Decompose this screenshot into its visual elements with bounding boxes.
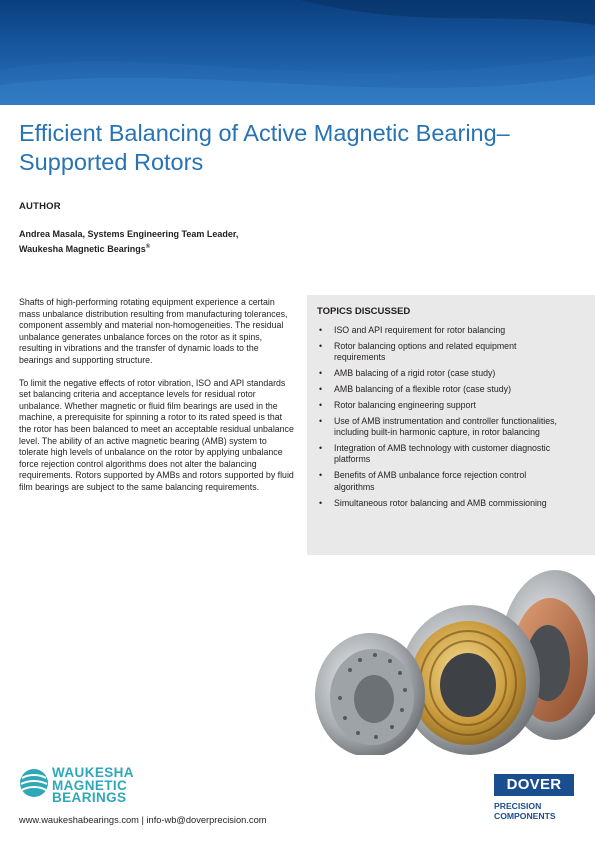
body-text xyxy=(19,297,294,505)
author-company-line xyxy=(19,241,238,256)
topics-list xyxy=(317,325,557,513)
bullet-icon: • xyxy=(319,497,323,508)
document-title: Efficient Balancing of Active Magnetic Bearing–Supported Rotors xyxy=(19,120,510,175)
author-block xyxy=(19,228,238,255)
bullet-icon: • xyxy=(319,415,323,426)
list-item: • AMB balancing of a flexible rotor (case study) xyxy=(319,383,511,394)
bullet-icon: • xyxy=(319,368,323,379)
list-item: • Simultaneous rotor balancing and AMB commissioning xyxy=(319,497,547,508)
bullet-icon: • xyxy=(319,470,323,481)
footer-contact: www.waukeshabearings.com | info-wb@doverprecision.com xyxy=(19,815,267,825)
list-item: • ISO and API requirement for rotor balancing xyxy=(319,325,506,335)
bullet-icon: • xyxy=(319,442,323,453)
dover-logo-subtitle: PRECISION COMPONENTS xyxy=(494,801,556,821)
author-heading: AUTHOR xyxy=(19,201,61,212)
list-item: • AMB balacing of a rigid rotor (case study) xyxy=(319,368,496,379)
list-item: • Benefits of AMB unbalance force rejection control algorithms xyxy=(319,470,527,492)
body-paragraph-2: To limit the negative effects of rotor vibration, ISO and API standards set balancing criteria and acceptance levels for residual rotor unbalance. Whether magnetic or fluid film bearings are used in the machine, a prerequisite for spinning a rotor to its rated speed is that the rotor has been balanced to meet an acceptable residual unbalance level. The ability of an active magnetic bearing (AMB) system to tolerate high levels of unbalance on the rotor by applying unbalance force rejection control algorithms does not alter the balancing requirements. Rotors supported by AMBs and rotors supported by fluid film bearings are subject to the same balancing requirements. xyxy=(19,377,294,492)
topics-heading: TOPICS DISCUSSED xyxy=(317,306,411,317)
registered-mark: ® xyxy=(145,243,151,250)
waukesha-logo-text: WAUKESHA MAGNETIC BEARINGS xyxy=(52,765,134,805)
bullet-icon: • xyxy=(319,325,323,335)
list-item: • Rotor balancing engineering support xyxy=(319,399,476,410)
bullet-icon: • xyxy=(319,383,323,394)
body-paragraph-1: Shafts of high-performing rotating equipment experience a certain mass unbalance distribution resulting from manufacturing tolerances, component assembly and material non-homogeneities. The residual unbalance generates unbalance forces on the rotor as it spins, resulting in vibrations and the transfer of dynamic loads to the bearings and supporting structure. xyxy=(19,297,288,365)
dover-logo: DOVER xyxy=(494,774,574,796)
magnetic-bearing-photo xyxy=(300,555,595,755)
banner-wave-graphic xyxy=(0,0,595,105)
bullet-icon: • xyxy=(319,340,323,351)
list-item: • Integration of AMB technology with customer diagnostic platforms xyxy=(319,442,551,465)
topics-panel xyxy=(307,295,595,555)
list-item: • Use of AMB instrumentation and controller functionalities, including built-in harmonic capture, in rotor balancing xyxy=(319,415,557,438)
bullet-icon: • xyxy=(319,399,323,410)
header-banner xyxy=(0,0,595,105)
author-company: Waukesha Magnetic Bearings xyxy=(19,243,146,254)
author-name-line: Andrea Masala, Systems Engineering Team Leader, xyxy=(19,229,239,239)
list-item: • Rotor balancing options and related equipment requirements xyxy=(319,340,517,363)
